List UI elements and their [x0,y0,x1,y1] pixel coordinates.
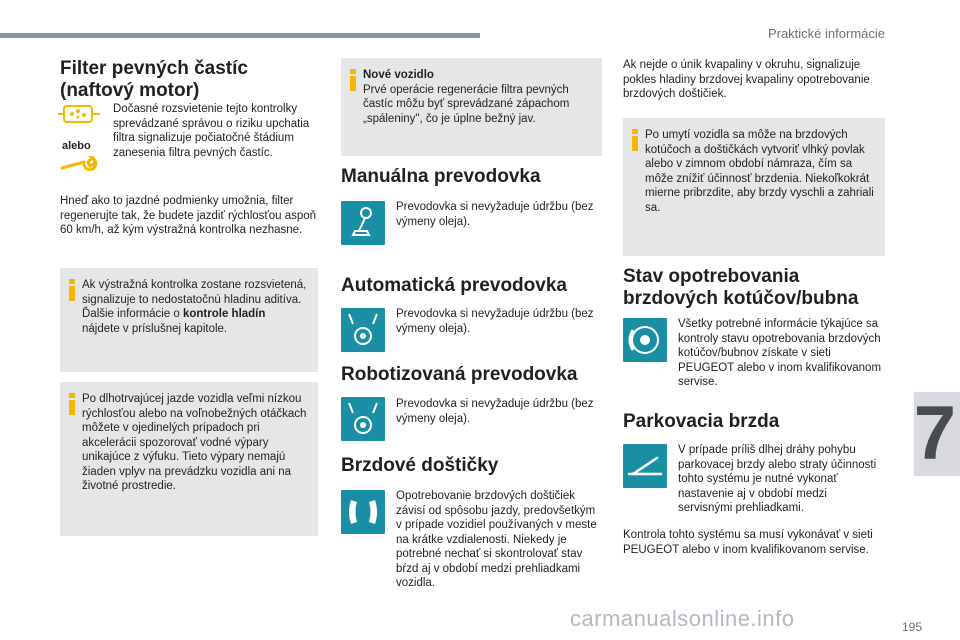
parking-brake-icon [623,444,667,488]
info-icon [350,69,356,87]
robotised-gearbox-icon [341,397,385,441]
dpf-paragraph: Hneď ako to jazdné podmienky umožnia, filter regenerujte tak, že budete jazdiť rýchlosťou aspoň 60 km/h, až kým výstražná kontrolka nezhasne. [60,195,317,236]
parking-brake-paragraph: Kontrola tohto systému sa musí vykonávať v sieti PEUGEOT alebo v inom kvalifikovanom servise. [623,529,873,556]
brake-pads-icon [341,490,385,534]
or-label: alebo [62,140,91,152]
automatic-gearbox-text: Prevodovka si nevyžaduje údržbu (bez výmeny oleja). [396,308,594,335]
robotised-gearbox-text: Prevodovka si nevyžaduje údržbu (bez výmeny oleja). [396,398,594,425]
parking-brake-title: Parkovacia brzda [623,411,780,432]
manual-gearbox-title: Manuálna prevodovka [341,166,541,187]
chapter-number: 7 [913,391,956,476]
section-label: Praktické informácie [767,26,885,41]
disc-wear-text: Všetky potrebné informácie týkajúce sa kontroly stavu opotrebovania brzdových kotúčov/bubnov získate v sieti PEUGEOT alebo v inom kvalifikovanom servise. [678,318,882,388]
brake-pads-title: Brzdové doštičky [341,455,499,476]
disc-wear-title: Stav opotrebovania brzdových kotúčov/bubna [623,266,859,309]
page-number: 195 [901,620,922,634]
additive-info-box: Ak výstražná kontrolka zostane rozsvietená, signalizuje to nedostatočnú hladinu aditíva. Ďalšie informácie o kontrole hladín nájdete v príslušnej kapitole. [60,268,318,372]
parking-brake-text: V prípade príliš dlhej dráhy pohybu parkovacej brzdy alebo straty účinnosti tohto systému je nutné vykonať nastavenie aj v období medzi servisnými prehliadkami. [678,444,877,514]
automatic-gearbox-title: Automatická prevodovka [341,275,567,296]
brake-pads-text: Opotrebovanie brzdových doštičiek závisí od spôsobu jazdy, predovšetkým v prípade vozidiel používaných v meste na krátke vzdialenosti. Niekedy je potrebné nechať si skontrolovať stav bŕzd aj v období medzi prehliadkami vozidla. [396,490,597,589]
dpf-warning-icon [58,103,100,125]
robotised-gearbox-title: Robotizovaná prevodovka [341,364,578,385]
dpf-warning-text: Dočasné rozsvietenie tejto kontrolky sprevádzané správou o riziku upchatia filtra signalizuje počiatočné štádium zanesenia filtra pevných častíc. [113,103,310,159]
vapour-info-box: Po dlhotrvajúcej jazde vozidla veľmi nízkou rýchlosťou alebo na voľnobežných otáčkach môžete v ojedinelých prípadoch pri akcelerácii spozorovať vodné výpary unikajúce z výfuku. Tieto výpary nemajú žiaden vplyv na prevádzku vozidla ani na životné prostredie. [60,382,318,536]
new-vehicle-info-box: Nové vozidlo Prvé operácie regenerácie filtra pevných častíc môžu byť sprevádzané zápachom „spáleniny", čo je úplne bežný jav. [341,58,602,156]
fluid-paragraph: Ak nejde o únik kvapaliny v okruhu, signalizuje pokles hladiny brzdovej kvapaliny opotrebovanie brzdových doštičiek. [623,59,870,100]
info-icon [632,129,638,147]
manual-gearbox-icon [341,201,385,245]
dpf-title: Filter pevných častíc (naftový motor) [60,58,248,101]
manual-gearbox-text: Prevodovka si nevyžaduje údržbu (bez výmeny oleja). [396,201,594,228]
watermark: carmanualsonline.info [570,606,795,631]
info-icon [69,393,75,411]
info-icon [69,279,75,297]
brake-disc-icon [623,318,667,362]
wet-brakes-info-box: Po umytí vozidla sa môže na brzdových kotúčoch a doštičkách vytvoriť vlhký povlak alebo v zimnom období námraza, čím sa môže znížiť účinnosť brzdenia. Niekoľkokrát mierne pribrzdite, aby brzdy vyschli a zahriali sa. [623,118,885,256]
automatic-gearbox-icon [341,308,385,352]
header-bar [0,33,480,38]
wrench-icon [60,156,98,174]
